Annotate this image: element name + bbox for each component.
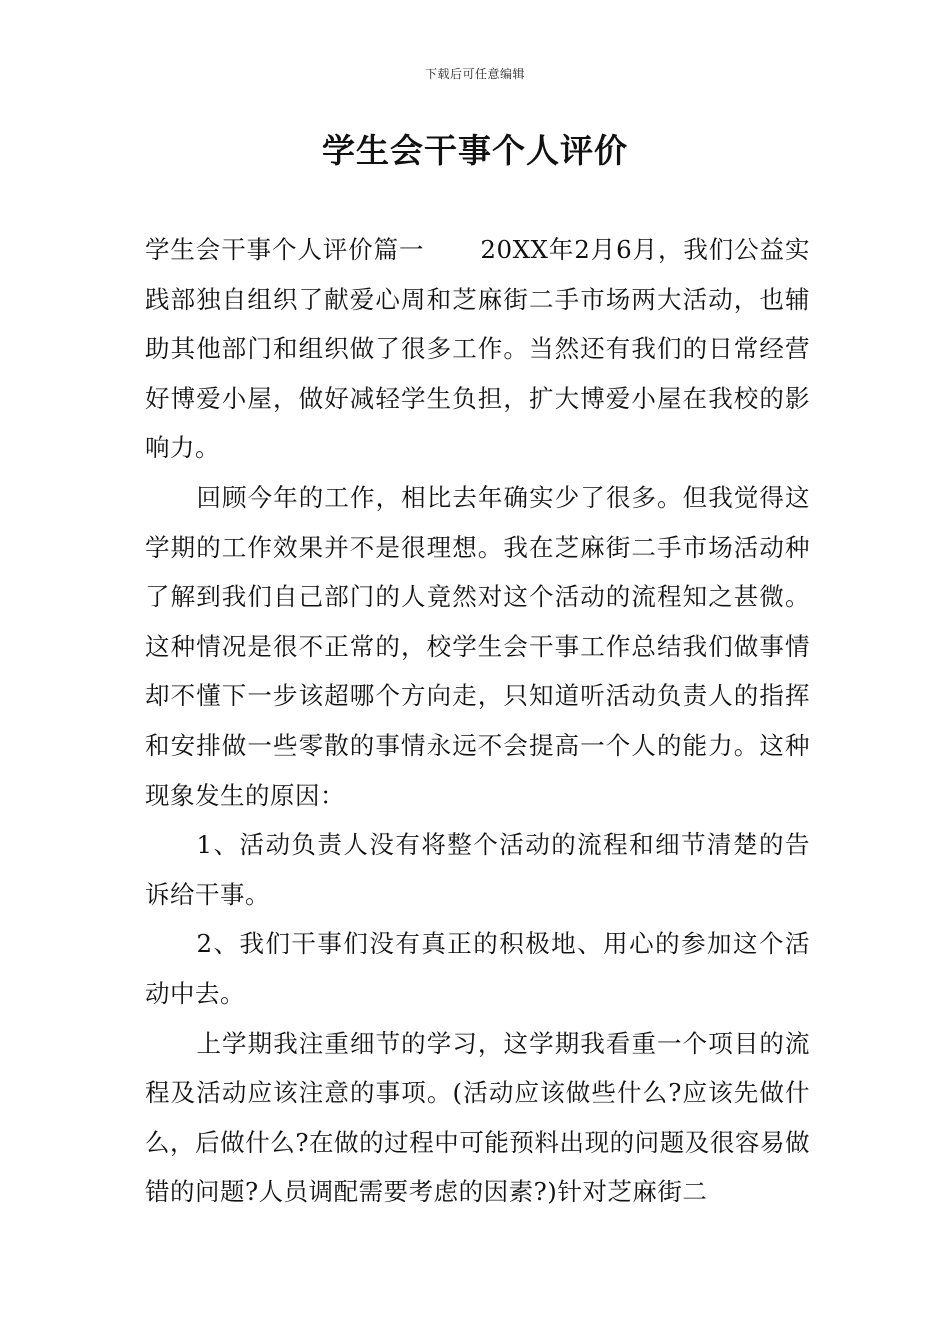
paragraph-reason-2: 2、我们干事们没有真正的积极地、用心的参加这个活动中去。 <box>145 929 810 1008</box>
paragraph-reason-1: 1、活动负责人没有将整个活动的流程和细节清楚的告诉给干事。 <box>145 830 810 909</box>
document-body <box>145 225 810 1217</box>
paragraph-last-term: 上学期我注重细节的学习，这学期我看重一个项目的流程及活动应该注意的事项。(活动应该做些什么?应该先做什么，后做什么?在做的过程中可能预料出现的问题及很容易做错的问题?人员调配需要考虑的因素?)针对芝麻街二 <box>145 1028 810 1207</box>
header-note: 下载后可任意编辑 <box>424 67 525 81</box>
paragraph-review: 回顾今年的工作，相比去年确实少了很多。但我觉得这学期的工作效果并不是很理想。我在芝麻街二手市场活动种了解到我们自己部门的人竟然对这个活动的流程知之甚微。这种情况是很不正常的，校学生会干事工作总结我们做事情却不懂下一步该超哪个方向走，只知道听活动负责人的指挥和安排做一些零散的事情永远不会提高一个人的能力。这种现象发生的原因： <box>145 482 810 810</box>
intro-label: 学生会干事个人评价篇一 <box>145 235 425 264</box>
document-title: 学生会干事个人评价 <box>322 131 628 170</box>
intro-paragraph <box>145 225 810 473</box>
intro-text: 20XX年2月6月，我们公益实践部独自组织了献爱心周和芝麻街二手市场两大活动，也辅助其他部门和组织做了很多工作。当然还有我们的日常经营好博爱小屋，做好减轻学生负担，扩大博爱小屋在我校的影响力。 <box>145 235 811 463</box>
